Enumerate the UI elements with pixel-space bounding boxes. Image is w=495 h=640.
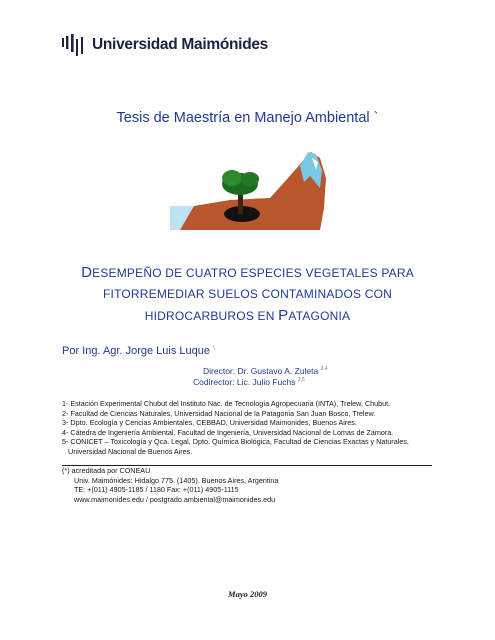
publication-date: Mayo 2009 (228, 589, 267, 599)
affiliation-item: 2- Facultad de Ciencias Naturales, Universidad Nacional de la Patagonia San Juan Bosco, Trelew. (62, 408, 376, 418)
coneau-label: (*) acreditada por CONEAU (62, 466, 151, 475)
codirector-line (193, 377, 305, 387)
coneau-block (62, 466, 278, 504)
subtitle-line-3-end: ATAGONIA (288, 309, 351, 323)
affiliation-item: 3- Dpto. Ecología y Cencias Ambientales, CEBBAD, Universidad Maimonides, Buenos Aires. (62, 418, 357, 428)
author-line (62, 345, 215, 357)
affiliation-item: Universidad Nacional de Buenos Aires. (68, 446, 193, 456)
thesis-title: Tesis de Maestría en Manejo Ambiental ` (116, 110, 379, 126)
subtitle-initial-p: P (278, 307, 289, 324)
subtitle-line-3-start: HIDROCARBUROS EN (144, 309, 279, 323)
director-superscript: 3,4 (320, 366, 328, 373)
affiliation-item: 1- Estación Experimental Chubut del Instituto Nac. de Tecnología Agropecuaria (INTA), Trelew, Chubut. (62, 399, 391, 408)
university-logo (62, 33, 268, 57)
affiliations-list (62, 399, 462, 457)
author-superscript: \ (213, 345, 215, 352)
coneau-phone: TE: +(011) 4905-1185 / 1180 Fax: +(011) 4905-1115 (74, 485, 239, 495)
affiliation-item: 5- CONICET – Toxicología y Qca. Legal, Dpto. Química Biológica, Facultad de Ciencias Exactas y Naturales, (62, 437, 409, 447)
director-name: Director: Dr. Gustavo A. Zuleta (203, 366, 319, 376)
subtitle-line-2: FITORREMEDIAR SUELOS CONTAMINADOS CON (103, 287, 392, 301)
director-line (203, 366, 328, 376)
university-name: Universidad Maimónides (92, 36, 269, 53)
landscape-tree-illustration (170, 148, 330, 230)
affiliation-item: 4- Cátedra de Ingeniería Ambiental, Facultad de Ingeniería, Universidad Nacional de Lomas de Zamora. (62, 427, 394, 437)
university-logo-icon (62, 34, 86, 56)
coneau-web-email[interactable]: www.maimonides.edu / postgrado.ambiental@maimonides.edu (74, 494, 276, 504)
coneau-address: Univ. Maimónides: Hidalgo 775. (1405). Buenos Aires, Argentina (74, 475, 279, 485)
subtitle-initial-d: D (81, 264, 93, 281)
subtitle-line-1: ESEMPEÑO DE CUATRO ESPECIES VEGETALES PARA (92, 266, 414, 280)
codirector-name: Codirector: Lic. Julio Fuchs (193, 377, 296, 387)
thesis-subtitle (40, 262, 455, 327)
codirector-superscript: 2,5 (297, 377, 305, 384)
author-name: Por Ing. Agr. Jorge Luis Luque (62, 345, 210, 357)
